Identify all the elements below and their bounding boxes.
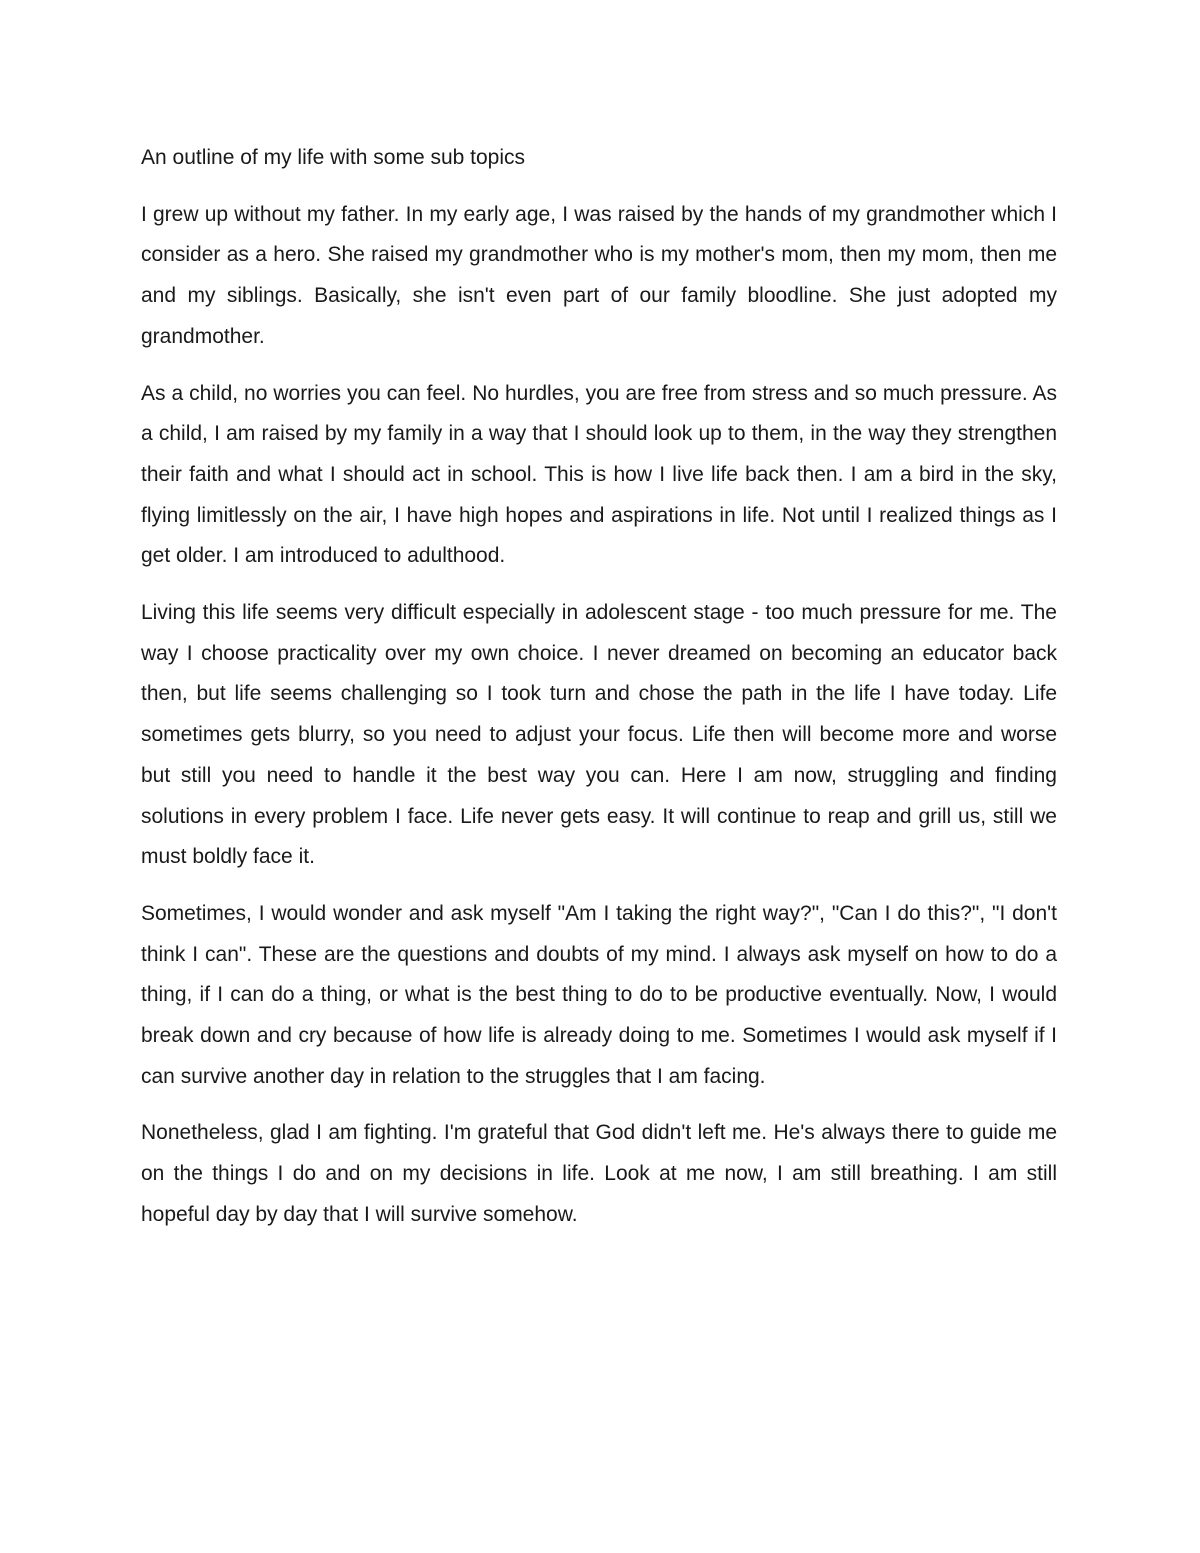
document-body (141, 138, 1057, 1252)
paragraph-doubts: Sometimes, I would wonder and ask myself "Am I taking the right way?", "Can I do this?", "I don't think I can". These are the questions and doubts of my mind. I always ask myself on how to do a thing, if I can do a thing, or what is the best thing to do to be productive eventually. Now, I would break down and cry because of how life is already doing to me. Sometimes I would ask myself if I can survive another day in relation to the struggles that I am facing. (141, 901, 1057, 1088)
document-title: An outline of my life with some sub topics (141, 146, 526, 169)
paragraph-gratitude: Nonetheless, glad I am fighting. I'm grateful that God didn't left me. He's always there to guide me on the things I do and on my decisions in life. Look at me now, I am still breathing. I am still hopeful day by day that I will survive somehow. (141, 1121, 1057, 1226)
paragraph-childhood: As a child, no worries you can feel. No hurdles, you are free from stress and so much pressure. As a child, I am raised by my family in a way that I should look up to them, in the way they strengthen their faith and what I should act in school. This is how I live life back then. I am a bird in the sky, flying limitlessly on the air, I have high hopes and aspirations in life. Not until I realized things as I get older. I am introduced to adulthood. (141, 381, 1057, 568)
paragraph-upbringing: I grew up without my father. In my early age, I was raised by the hands of my grandmother which I consider as a hero. She raised my grandmother who is my mother's mom, then my mom, then me and my siblings. Basically, she isn't even part of our family bloodline. She just adopted my grandmother. (141, 202, 1057, 348)
paragraph-adolescence: Living this life seems very difficult especially in adolescent stage - too much pressure for me. The way I choose practicality over my own choice. I never dreamed on becoming an educator back then, but life seems challenging so I took turn and chose the path in the life I have today. Life sometimes gets blurry, so you need to adjust your focus. Life then will become more and worse but still you need to handle it the best way you can. Here I am now, struggling and finding solutions in every problem I face. Life never gets easy. It will continue to reap and grill us, still we must boldly face it. (141, 601, 1057, 869)
